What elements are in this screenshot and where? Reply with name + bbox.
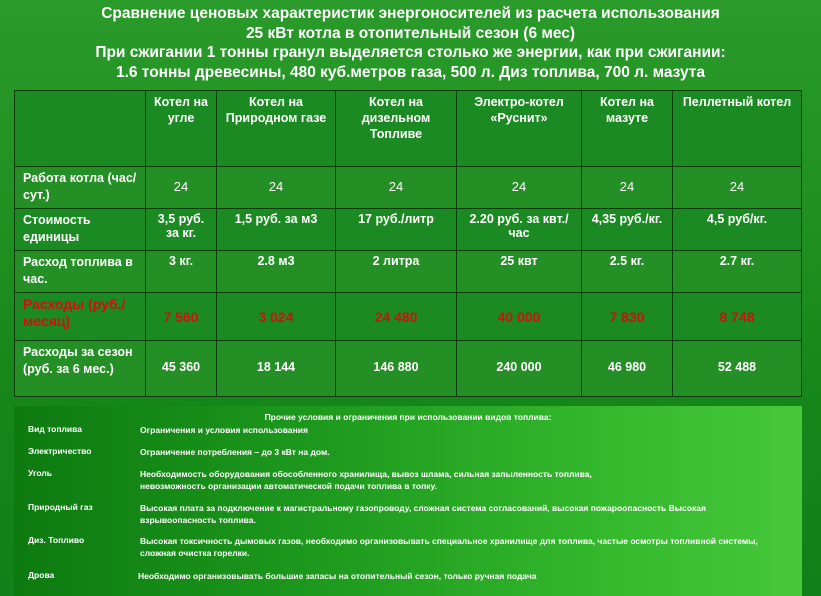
title-line-2: 25 кВт котла в отопительный сезон (6 мес) — [245, 24, 576, 42]
cell: 4,5 руб/кг. — [673, 209, 802, 251]
cell: 8 748 — [673, 293, 802, 341]
cell: 24 — [336, 167, 457, 209]
cell: 45 360 — [146, 341, 217, 397]
cell: 52 488 — [673, 341, 802, 397]
header-coal: Котел на угле — [146, 91, 217, 167]
cell: 46 980 — [582, 341, 673, 397]
cell: 2 литра — [336, 251, 457, 293]
table-row — [15, 251, 802, 293]
cell: 25 квт — [457, 251, 582, 293]
cell: 17 руб./литр — [336, 209, 457, 251]
header-diesel: Котел на дизельном Топливе — [336, 91, 457, 167]
cell: 3 024 — [217, 293, 336, 341]
comparison-table — [14, 90, 802, 397]
cell: 2.8 м3 — [217, 251, 336, 293]
note-text: Ограничения и условия использования — [140, 425, 308, 435]
row-label: Расходы за сезон (руб. за 6 мес.) — [15, 341, 146, 397]
cell: 24 — [582, 167, 673, 209]
cell: 24 — [673, 167, 802, 209]
note-text: Необходимость оборудования обособленного хранилища, вывоз шлама, сильная запыленность топлива, невозможность организации автоматической подачи топлива в топку. — [140, 469, 592, 491]
header-pellet: Пеллетный котел — [673, 91, 802, 167]
header-fuel-oil: Котел на мазуте — [582, 91, 673, 167]
cell: 1,5 руб. за м3 — [217, 209, 336, 251]
cell: 7 560 — [146, 293, 217, 341]
cell: 2.20 руб. за квт./час — [457, 209, 582, 251]
cell: 3,5 руб. за кг. — [146, 209, 217, 251]
cell: 24 — [146, 167, 217, 209]
notes-panel — [14, 406, 802, 596]
row-label: Стоимость единицы — [15, 209, 146, 251]
title-line-1: Сравнение ценовых характеристик энергоносителей из расчета использования — [101, 5, 720, 22]
row-label: Расход топлива в час. — [15, 251, 146, 293]
note-text: Высокая плата за подключение к магистральному газопроводу, сложная система согласований, высокая пожароопасность Высокая взрывоопасность топлива. — [140, 503, 706, 525]
title-line-3: При сжигании 1 тонны гранул выделяется столько же энергии, как при сжигании: — [95, 44, 726, 61]
note-key: Диз. Топливо — [28, 535, 85, 545]
row-label: Работа котла (час/сут.) — [15, 167, 146, 209]
slide-title — [0, 4, 821, 82]
cell: 24 — [457, 167, 582, 209]
note-key: Дрова — [28, 570, 55, 580]
table-row — [15, 209, 802, 251]
cell: 3 кг. — [146, 251, 217, 293]
table-row — [15, 293, 802, 341]
cell: 24 480 — [336, 293, 457, 341]
cell: 24 — [217, 167, 336, 209]
notes-heading: Прочие условия и ограничения при использовании видов топлива: — [264, 412, 552, 422]
note-key: Вид топлива — [28, 424, 82, 434]
note-key: Электричество — [28, 446, 92, 456]
cell: 40 000 — [457, 293, 582, 341]
note-text: Ограничение потребления – до 3 кВт на дом. — [140, 447, 330, 457]
table-row — [15, 341, 802, 397]
cell: 146 880 — [336, 341, 457, 397]
title-line-4: 1.6 тонны древесины, 480 куб.метров газа, 500 л. Диз топлива, 700 л. мазута — [115, 63, 706, 81]
cell: 4,35 руб./кг. — [582, 209, 673, 251]
cell: 18 144 — [217, 341, 336, 397]
note-key: Природный газ — [28, 502, 93, 512]
note-text: Необходимо организовывать большие запасы на отопительный сезон, только ручная подача — [138, 571, 537, 581]
header-electric: Электро-котел «Руснит» — [457, 91, 582, 167]
cell: 2.5 кг. — [582, 251, 673, 293]
note-key: Уголь — [28, 468, 52, 478]
header-empty — [15, 91, 146, 167]
cell: 2.7 кг. — [673, 251, 802, 293]
row-label: Расходы (руб./месяц) — [15, 293, 146, 341]
table-row — [15, 167, 802, 209]
header-gas: Котел на Природном газе — [217, 91, 336, 167]
note-text: Высокая токсичность дымовых газов, необходимо организовывать специальное хранилище для топлива, частые осмотры топливной системы, сложная очистка горелки. — [140, 536, 758, 558]
cell: 240 000 — [457, 341, 582, 397]
cell: 7 830 — [582, 293, 673, 341]
